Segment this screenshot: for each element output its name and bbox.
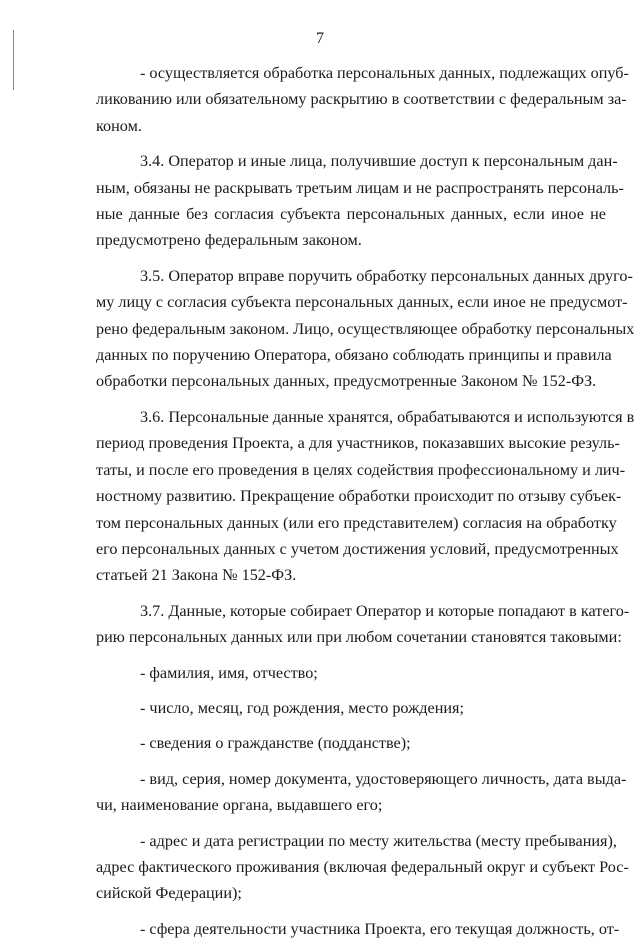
paragraph [96, 60, 629, 139]
paragraph-line: 3.5. Оператор вправе поручить обработку персональных данных друго- [140, 266, 633, 285]
paragraph [96, 263, 635, 395]
paragraph-line: ным, обязаны не раскрывать третьим лицам и не распространять персональ- [96, 178, 624, 197]
paragraph-line: му лицу с согласия субъекта персональных данных, если иное не предусмот- [96, 293, 628, 312]
paragraph-line: рию персональных данных или при любом сочетании становятся таковыми: [96, 628, 622, 647]
paragraph-line: его персональных данных с учетом достижения условий, предусмотренных [96, 539, 619, 558]
paragraph [96, 598, 630, 651]
paragraph-line: сийской Федерации); [96, 884, 242, 903]
paragraph-line: - сведения о гражданстве (подданстве); [140, 734, 411, 753]
paragraph [96, 916, 620, 942]
paragraph [96, 766, 627, 819]
paragraph-line: обработки персональных данных, предусмотренные Законом № 152-ФЗ. [96, 372, 597, 391]
page-number: 7 [316, 30, 324, 47]
paragraph [96, 828, 629, 907]
paragraph-line: данных по поручению Оператора, обязано соблюдать принципы и правила [96, 346, 612, 365]
paragraph-line: рено федеральным законом. Лицо, осуществляющее обработку персональных [96, 319, 635, 338]
paragraph-line: - сфера деятельности участника Проекта, его текущая должность, от- [140, 919, 620, 938]
paragraph-line: - осуществляется обработка персональных данных, подлежащих опуб- [140, 64, 629, 82]
paragraph-line: ные данные без согласия субъекта персональных данных, если иное не [96, 205, 606, 224]
paragraph-line: статьей 21 Закона № 152-ФЗ. [96, 566, 297, 585]
document-body [96, 60, 635, 942]
paragraph [96, 148, 624, 254]
paragraph [96, 730, 606, 756]
paragraph-line: период проведения Проекта, а для участников, показавших высокие резуль- [96, 434, 620, 453]
paragraph-line: адрес фактического проживания (включая федеральный округ и субъект Рос- [96, 857, 629, 876]
paragraph-line: предусмотрено федеральным законом. [96, 231, 362, 250]
paragraph-line: - вид, серия, номер документа, удостоверяющего личность, дата выда- [140, 769, 627, 788]
paragraph-line: - число, месяц, год рождения, место рождения; [140, 698, 464, 717]
paragraph [96, 660, 606, 686]
paragraph-line: ностному развитию. Прекращение обработки происходит по отзыву субъек- [96, 487, 622, 506]
paragraph [96, 695, 606, 721]
paragraph-line: 3.4. Оператор и иные лица, получившие доступ к персональным дан- [140, 152, 618, 171]
paragraph-line: том персональных данных (или его представителем) согласия на обработку [96, 513, 617, 532]
paragraph-line: таты, и после его проведения в целях содействия профессиональному и лич- [96, 460, 626, 479]
paragraph-line: чи, наименование органа, выдавшего его; [96, 796, 383, 815]
paragraph-line: - адрес и дата регистрации по месту жительства (месту пребывания), [140, 831, 617, 850]
paragraph [96, 404, 635, 589]
paragraph-line: 3.7. Данные, которые собирает Оператор и которые попадают в катего- [140, 601, 630, 620]
paragraph-line: коном. [96, 116, 142, 135]
paragraph-line: ликованию или обязательному раскрытию в соответствии с федеральным за- [96, 90, 627, 109]
paragraph-line: 3.6. Персональные данные хранятся, обрабатываются и используются в [140, 407, 635, 426]
paragraph-line: - фамилия, имя, отчество; [140, 663, 318, 682]
